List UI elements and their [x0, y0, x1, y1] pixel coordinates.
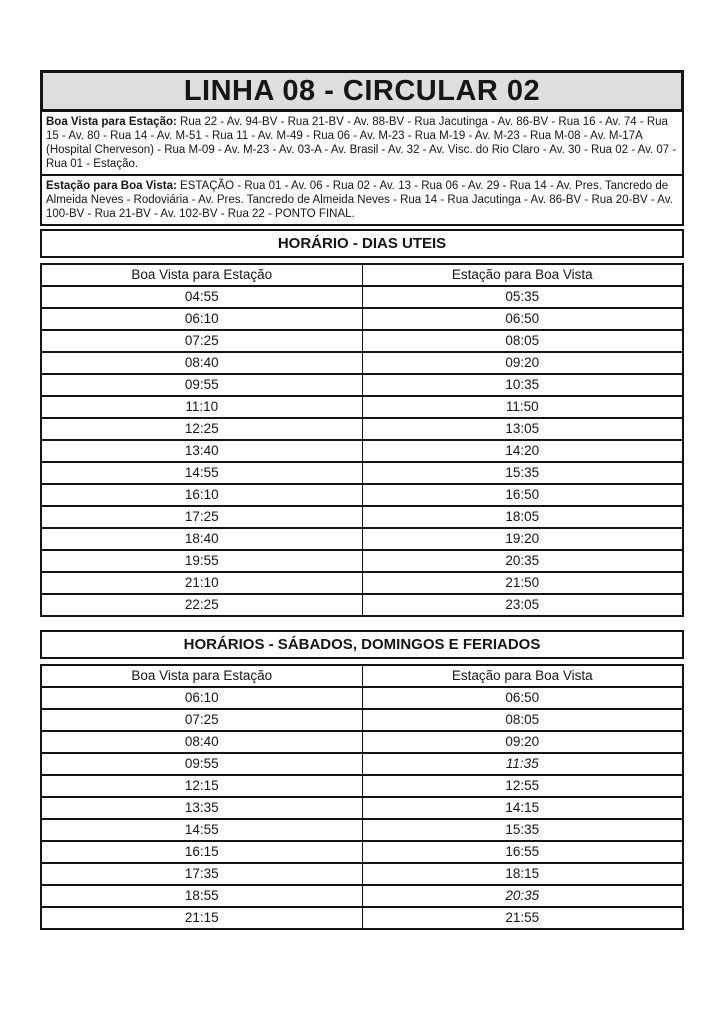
- time-cell: 06:10: [41, 687, 362, 709]
- table-row: [41, 528, 683, 550]
- time-cell: 06:50: [362, 687, 683, 709]
- table-row: [41, 885, 683, 907]
- column-header: Boa Vista para Estação: [41, 264, 362, 286]
- time-cell: 08:40: [41, 352, 362, 374]
- time-cell: 18:05: [362, 506, 683, 528]
- table-row: [41, 775, 683, 797]
- column-header: Estação para Boa Vista: [362, 264, 683, 286]
- time-cell: 09:20: [362, 352, 683, 374]
- time-cell: 23:05: [362, 594, 683, 616]
- document-title: LINHA 08 - CIRCULAR 02: [40, 70, 684, 112]
- time-cell: 08:40: [41, 731, 362, 753]
- table-row: [41, 550, 683, 572]
- table-row: [41, 330, 683, 352]
- time-cell: 21:50: [362, 572, 683, 594]
- time-cell: 06:10: [41, 308, 362, 330]
- route-inbound-label: Estação para Boa Vista:: [46, 180, 177, 192]
- table-row: [41, 797, 683, 819]
- table-row: [41, 709, 683, 731]
- time-cell: 12:55: [362, 775, 683, 797]
- time-cell: 17:35: [41, 863, 362, 885]
- time-cell: 08:05: [362, 709, 683, 731]
- table-row: [41, 418, 683, 440]
- weekday-table-head: [41, 264, 683, 286]
- time-cell: 13:35: [41, 797, 362, 819]
- table-row: [41, 440, 683, 462]
- table-row: [41, 687, 683, 709]
- time-cell: 19:20: [362, 528, 683, 550]
- document-content: [40, 70, 684, 930]
- column-header: Boa Vista para Estação: [41, 665, 362, 687]
- time-cell: 18:55: [41, 885, 362, 907]
- table-row: [41, 841, 683, 863]
- time-cell: 09:20: [362, 731, 683, 753]
- column-header: Estação para Boa Vista: [362, 665, 683, 687]
- time-cell: 12:25: [41, 418, 362, 440]
- section-title-weekdays: HORÁRIO - DIAS UTEIS: [40, 229, 684, 258]
- table-row: [41, 352, 683, 374]
- table-row: [41, 731, 683, 753]
- time-cell: 15:35: [362, 462, 683, 484]
- time-cell: 18:40: [41, 528, 362, 550]
- table-row: [41, 374, 683, 396]
- table-row: [41, 506, 683, 528]
- time-cell: 15:35: [362, 819, 683, 841]
- weekday-table-body: [41, 286, 683, 616]
- route-outbound-label: Boa Vista para Estação:: [46, 116, 177, 128]
- weekday-times-table: [40, 263, 684, 617]
- time-cell: 13:40: [41, 440, 362, 462]
- time-cell: 21:15: [41, 907, 362, 929]
- time-cell: 16:15: [41, 841, 362, 863]
- table-header-row: [41, 665, 683, 687]
- table-header-row: [41, 264, 683, 286]
- time-cell: 14:55: [41, 819, 362, 841]
- table-row: [41, 484, 683, 506]
- time-cell: 20:35: [362, 885, 683, 907]
- time-cell: 05:35: [362, 286, 683, 308]
- weekend-times-table: [40, 664, 684, 930]
- time-cell: 16:50: [362, 484, 683, 506]
- time-cell: 17:25: [41, 506, 362, 528]
- time-cell: 04:55: [41, 286, 362, 308]
- time-cell: 08:05: [362, 330, 683, 352]
- time-cell: 14:20: [362, 440, 683, 462]
- time-cell: 11:10: [41, 396, 362, 418]
- route-description-outbound: [40, 110, 684, 176]
- time-cell: 21:10: [41, 572, 362, 594]
- time-cell: 20:35: [362, 550, 683, 572]
- table-row: [41, 863, 683, 885]
- table-row: [41, 753, 683, 775]
- table-row: [41, 462, 683, 484]
- table-row: [41, 572, 683, 594]
- time-cell: 18:15: [362, 863, 683, 885]
- weekend-table-body: [41, 687, 683, 929]
- table-row: [41, 594, 683, 616]
- time-cell: 11:35: [362, 753, 683, 775]
- time-cell: 14:55: [41, 462, 362, 484]
- time-cell: 07:25: [41, 330, 362, 352]
- time-cell: 06:50: [362, 308, 683, 330]
- route-description-inbound: [40, 174, 684, 226]
- section-title-weekends-holidays: HORÁRIOS - SÁBADOS, DOMINGOS E FERIADOS: [40, 630, 684, 659]
- route-outbound-text: Rua 22 - Av. 94-BV - Rua 21-BV - Av. 88-BV - Rua Jacutinga - Av. 86-BV - Rua 16 - Av. 74 - Rua 15 - Av. 80 - Rua 14 - Av. M-51 - Rua 11 - Av. M-49 - Rua 06 - Av. M-23 - Rua M-19 - Av. M-23 - Rua M-08 - Av. M-17A (Hospital Cherveson) - Rua M-09 - Av. M-23 - Av. 03-A - Av. Brasil - Av. 32 - Av. Visc. do Rio Claro - Av. 30 - Rua 02 - Av. 07 - Rua 01 - Estação.: [46, 116, 677, 170]
- table-row: [41, 286, 683, 308]
- time-cell: 16:55: [362, 841, 683, 863]
- time-cell: 21:55: [362, 907, 683, 929]
- table-row: [41, 308, 683, 330]
- time-cell: 10:35: [362, 374, 683, 396]
- time-cell: 09:55: [41, 374, 362, 396]
- time-cell: 12:15: [41, 775, 362, 797]
- table-row: [41, 907, 683, 929]
- time-cell: 22:25: [41, 594, 362, 616]
- time-cell: 13:05: [362, 418, 683, 440]
- table-row: [41, 819, 683, 841]
- route-inbound-text: ESTAÇÃO - Rua 01 - Av. 06 - Rua 02 - Av. 13 - Rua 06 - Av. 29 - Rua 14 - Av. Pres. Tancredo de Almeida Neves - Rodoviária - Av. Pres. Tancredo de Almeida Neves - Rua 14 - Rua Jacutinga - Av. 86-BV - Rua 20-BV - Av. 100-BV - Rua 21-BV - Av. 102-BV - Rua 22 - PONTO FINAL.: [46, 180, 673, 220]
- time-cell: 07:25: [41, 709, 362, 731]
- time-cell: 11:50: [362, 396, 683, 418]
- time-cell: 16:10: [41, 484, 362, 506]
- time-cell: 14:15: [362, 797, 683, 819]
- time-cell: 09:55: [41, 753, 362, 775]
- time-cell: 19:55: [41, 550, 362, 572]
- weekend-table-head: [41, 665, 683, 687]
- table-row: [41, 396, 683, 418]
